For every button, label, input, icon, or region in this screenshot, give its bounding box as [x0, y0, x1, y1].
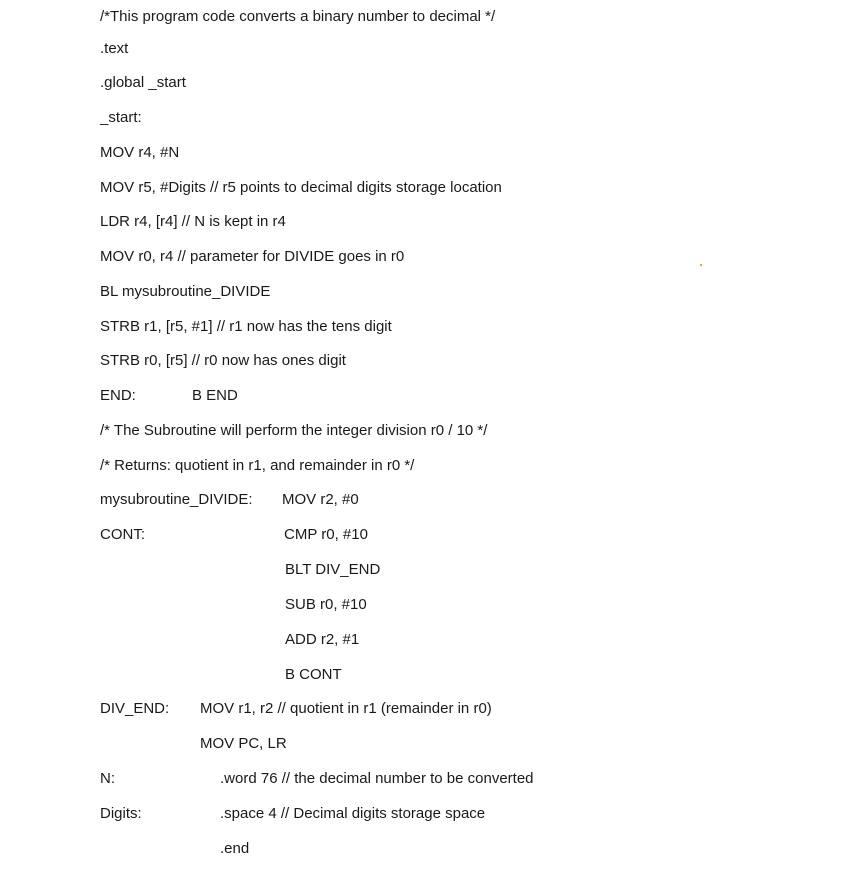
code-line: MOV r2, #0 [282, 491, 359, 508]
code-line: STRB r0, [r5] // r0 now has ones digit [100, 352, 346, 369]
directive-text: .text [100, 40, 129, 57]
comment-line: /* The Subroutine will perform the integer division r0 / 10 */ [100, 422, 488, 439]
code-line: MOV r4, #N [100, 144, 180, 161]
label-n: N: [100, 770, 115, 787]
code-line: .space 4 // Decimal digits storage space [220, 805, 486, 822]
code-line: B CONT [285, 666, 342, 683]
code-line: MOV r1, r2 // quotient in r1 (remainder in r0) [200, 700, 492, 717]
code-line: BL mysubroutine_DIVIDE [100, 283, 271, 300]
directive-end: .end [220, 840, 250, 857]
label-divide: mysubroutine_DIVIDE: [100, 491, 253, 508]
stray-mark [700, 264, 702, 266]
code-line: B END [192, 387, 238, 404]
label-div-end: DIV_END: [100, 700, 170, 717]
code-line: MOV r0, r4 // parameter for DIVIDE goes in r0 [100, 248, 405, 265]
code-line: ADD r2, #1 [285, 631, 360, 648]
comment-line-header: /*This program code converts a binary number to decimal */ [100, 8, 496, 25]
code-line: MOV PC, LR [200, 735, 287, 752]
code-line: STRB r1, [r5, #1] // r1 now has the tens digit [100, 318, 392, 335]
label-end: END: [100, 387, 136, 404]
code-line: .word 76 // the decimal number to be converted [220, 770, 534, 787]
label-start: _start: [100, 109, 142, 126]
label-cont: CONT: [100, 526, 145, 543]
code-line: CMP r0, #10 [284, 526, 368, 543]
directive-global: .global _start [100, 74, 186, 91]
code-line: LDR r4, [r4] // N is kept in r4 [100, 213, 286, 230]
comment-line: /* Returns: quotient in r1, and remainder in r0 */ [100, 457, 415, 474]
code-line: BLT DIV_END [285, 561, 381, 578]
code-line: SUB r0, #10 [285, 596, 367, 613]
code-line: MOV r5, #Digits // r5 points to decimal digits storage location [100, 179, 502, 196]
label-digits: Digits: [100, 805, 142, 822]
